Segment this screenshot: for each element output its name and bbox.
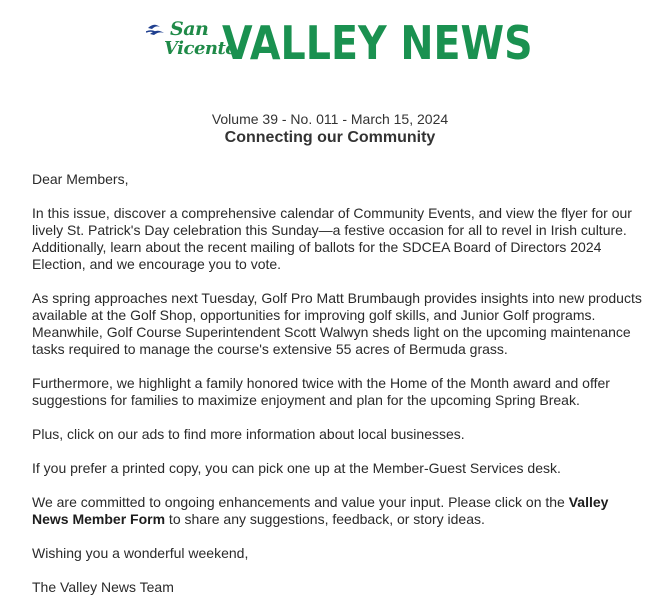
member-form-link[interactable]: Valley News Member Form [32, 494, 609, 527]
greeting: Dear Members, [32, 171, 129, 187]
issue-line: Volume 39 - No. 011 - March 15, 2024 [211, 111, 449, 127]
logo-line-san: San [170, 18, 209, 40]
feedback-text-before: We are committed to ongoing enhancements and value your input. Please click on the [32, 494, 569, 510]
paragraph-home-of-month: Furthermore, we highlight a family honored twice with the Home of the Month award and offer suggestions for families to maximize enjoyment and plan for the upcoming Spring Break. [32, 375, 610, 408]
closing: Wishing you a wonderful weekend, [32, 545, 249, 561]
logo-line-vicente: Vicente [164, 38, 237, 59]
paragraph-ads: Plus, click on our ads to find more information about local businesses. [32, 426, 465, 442]
paragraph-golf: As spring approaches next Tuesday, Golf Pro Matt Brumbaugh provides insights into new products available at the Golf Shop, opportunities for improving golf skills, and Junior Golf programs. Meanwhile, Golf Course Superintendent Scott Walwyn sheds light on the upcoming maintenance tasks required to manage the course's extensive 55 acres of Bermuda grass. [32, 290, 642, 357]
paragraph-printed-copy: If you prefer a printed copy, you can pick one up at the Member-Guest Services desk. [32, 460, 561, 476]
tagline: Connecting our Community [224, 129, 436, 146]
signature: The Valley News Team [32, 579, 174, 595]
paragraph-events: In this issue, discover a comprehensive calendar of Community Events, and view the flyer for our lively St. Patrick's Day celebration this Sunday—a festive occasion for all to revel in Irish culture. Additionally, learn about the recent mailing of ballots for the SDCEA Board of Directors 2024 Election, and we encourage you to vote. [32, 205, 632, 272]
masthead [146, 14, 533, 72]
feedback-text-after: to share any suggestions, feedback, or story ideas. [165, 511, 485, 527]
paragraph-feedback [32, 494, 642, 528]
newsletter-title: VALLEY NEWS [222, 16, 533, 70]
letter-body [32, 171, 642, 613]
